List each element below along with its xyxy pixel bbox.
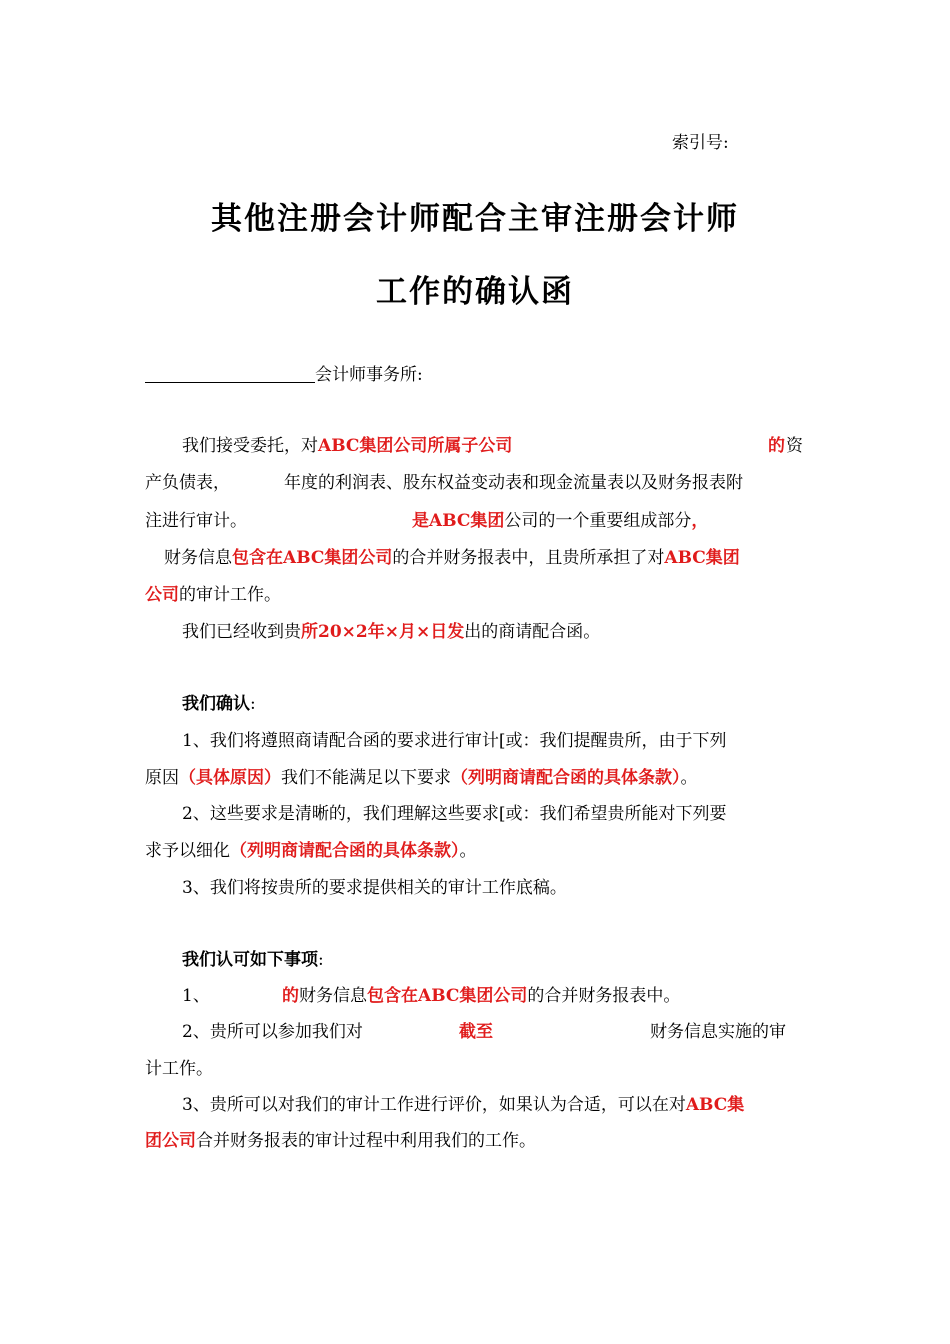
text: 1、 <box>182 986 210 1006</box>
text-red: ， <box>691 511 709 531</box>
text-red: （具体原因） <box>179 768 281 788</box>
text: 出的商请配合函。 <box>464 622 601 642</box>
addressee-suffix: 会计师事务所: <box>315 365 423 385</box>
confirm-item2-line2 <box>145 840 477 862</box>
confirm-item3: 3、我们将按贵所的要求提供相关的审计工作底稿。 <box>182 878 567 898</box>
recognize-heading <box>182 949 324 971</box>
text-red: 公司 <box>145 585 179 605</box>
heading-text: 我们确认 <box>182 694 250 714</box>
text: 的审计工作。 <box>179 585 281 605</box>
text: 公司的一个重要组成部分 <box>504 511 692 531</box>
confirm-item2-line1: 2、这些要求是清晰的，我们理解这些要求[或：我们希望贵所能对下列要 <box>182 804 727 824</box>
colon: : <box>318 950 324 970</box>
text: 注进行审计。 <box>145 511 247 531</box>
text: 我们接受委托，对 <box>182 436 318 456</box>
text-red: ABC集团公司所属子公司 <box>318 436 513 456</box>
text-red: 包含在ABC集团公司 <box>367 986 528 1006</box>
text: 3、贵所可以对我们的审计工作进行评价，如果认为合适，可以在对 <box>182 1095 686 1115</box>
para2 <box>182 621 600 643</box>
recognize-item1 <box>182 985 681 1007</box>
text-red: 是ABC集团 <box>412 511 505 531</box>
text: 的合并财务报表中，且贵所承担了对 <box>392 548 665 568</box>
text: 2、贵所可以参加我们对 <box>182 1022 363 1042</box>
page-title-line1: 其他注册会计师配合主审注册会计师 <box>211 201 739 237</box>
recognize-item2-line2: 计工作。 <box>145 1059 213 1079</box>
text-red: （列明商请配合函的具体条款） <box>451 768 681 788</box>
text-red: 所20×2年×月×日发 <box>301 622 465 642</box>
text-red: 包含在ABC集团公司 <box>232 548 393 568</box>
text: 财务信息实施的审 <box>650 1022 786 1042</box>
text-red: 的 <box>768 436 785 456</box>
recognize-item3-line2 <box>145 1130 536 1152</box>
text: 我们已经收到贵 <box>182 622 301 642</box>
confirm-item1-line1: 1、我们将遵照商请配合函的要求进行审计[或：我们提醒贵所，由于下列 <box>182 731 727 751</box>
para1-line3 <box>145 510 805 532</box>
recognize-item2-line1 <box>182 1021 802 1043</box>
text-red: （列明商请配合函的具体条款） <box>230 841 460 861</box>
confirm-item1-line2 <box>145 767 698 789</box>
text: 财务信息 <box>299 986 367 1006</box>
text: 合并财务报表的审计过程中利用我们的工作。 <box>196 1131 536 1151</box>
text-red: 的 <box>282 986 299 1006</box>
confirm-heading <box>182 693 256 715</box>
text: 。 <box>459 841 477 861</box>
addressee-line <box>145 364 423 386</box>
heading-text: 我们认可如下事项 <box>182 950 318 970</box>
para1-line1 <box>182 435 802 457</box>
colon: : <box>250 694 256 714</box>
text: 资 <box>786 436 803 456</box>
text: 原因 <box>145 768 179 788</box>
recognize-item3-line1 <box>182 1094 744 1116</box>
text-red: 截至 <box>459 1022 493 1042</box>
index-number-label: 索引号: <box>672 133 729 153</box>
para1-line2: 产负债表， 年度的利润表、股东权益变动表和现金流量表以及财务报表附 <box>145 473 744 493</box>
text-red: ABC集 <box>685 1095 745 1115</box>
text: 。 <box>680 768 698 788</box>
page-title-line2: 工作的确认函 <box>376 274 574 310</box>
text: 求予以细化 <box>145 841 230 861</box>
text-red: 团公司 <box>145 1131 196 1151</box>
text: 财务信息 <box>164 548 232 568</box>
para1-line4 <box>164 547 740 569</box>
text: 我们不能满足以下要求 <box>281 768 451 788</box>
addressee-blank <box>145 364 315 383</box>
para1-line5 <box>145 584 281 606</box>
text-red: ABC集团 <box>664 548 740 568</box>
text: 的合并财务报表中。 <box>527 986 681 1006</box>
